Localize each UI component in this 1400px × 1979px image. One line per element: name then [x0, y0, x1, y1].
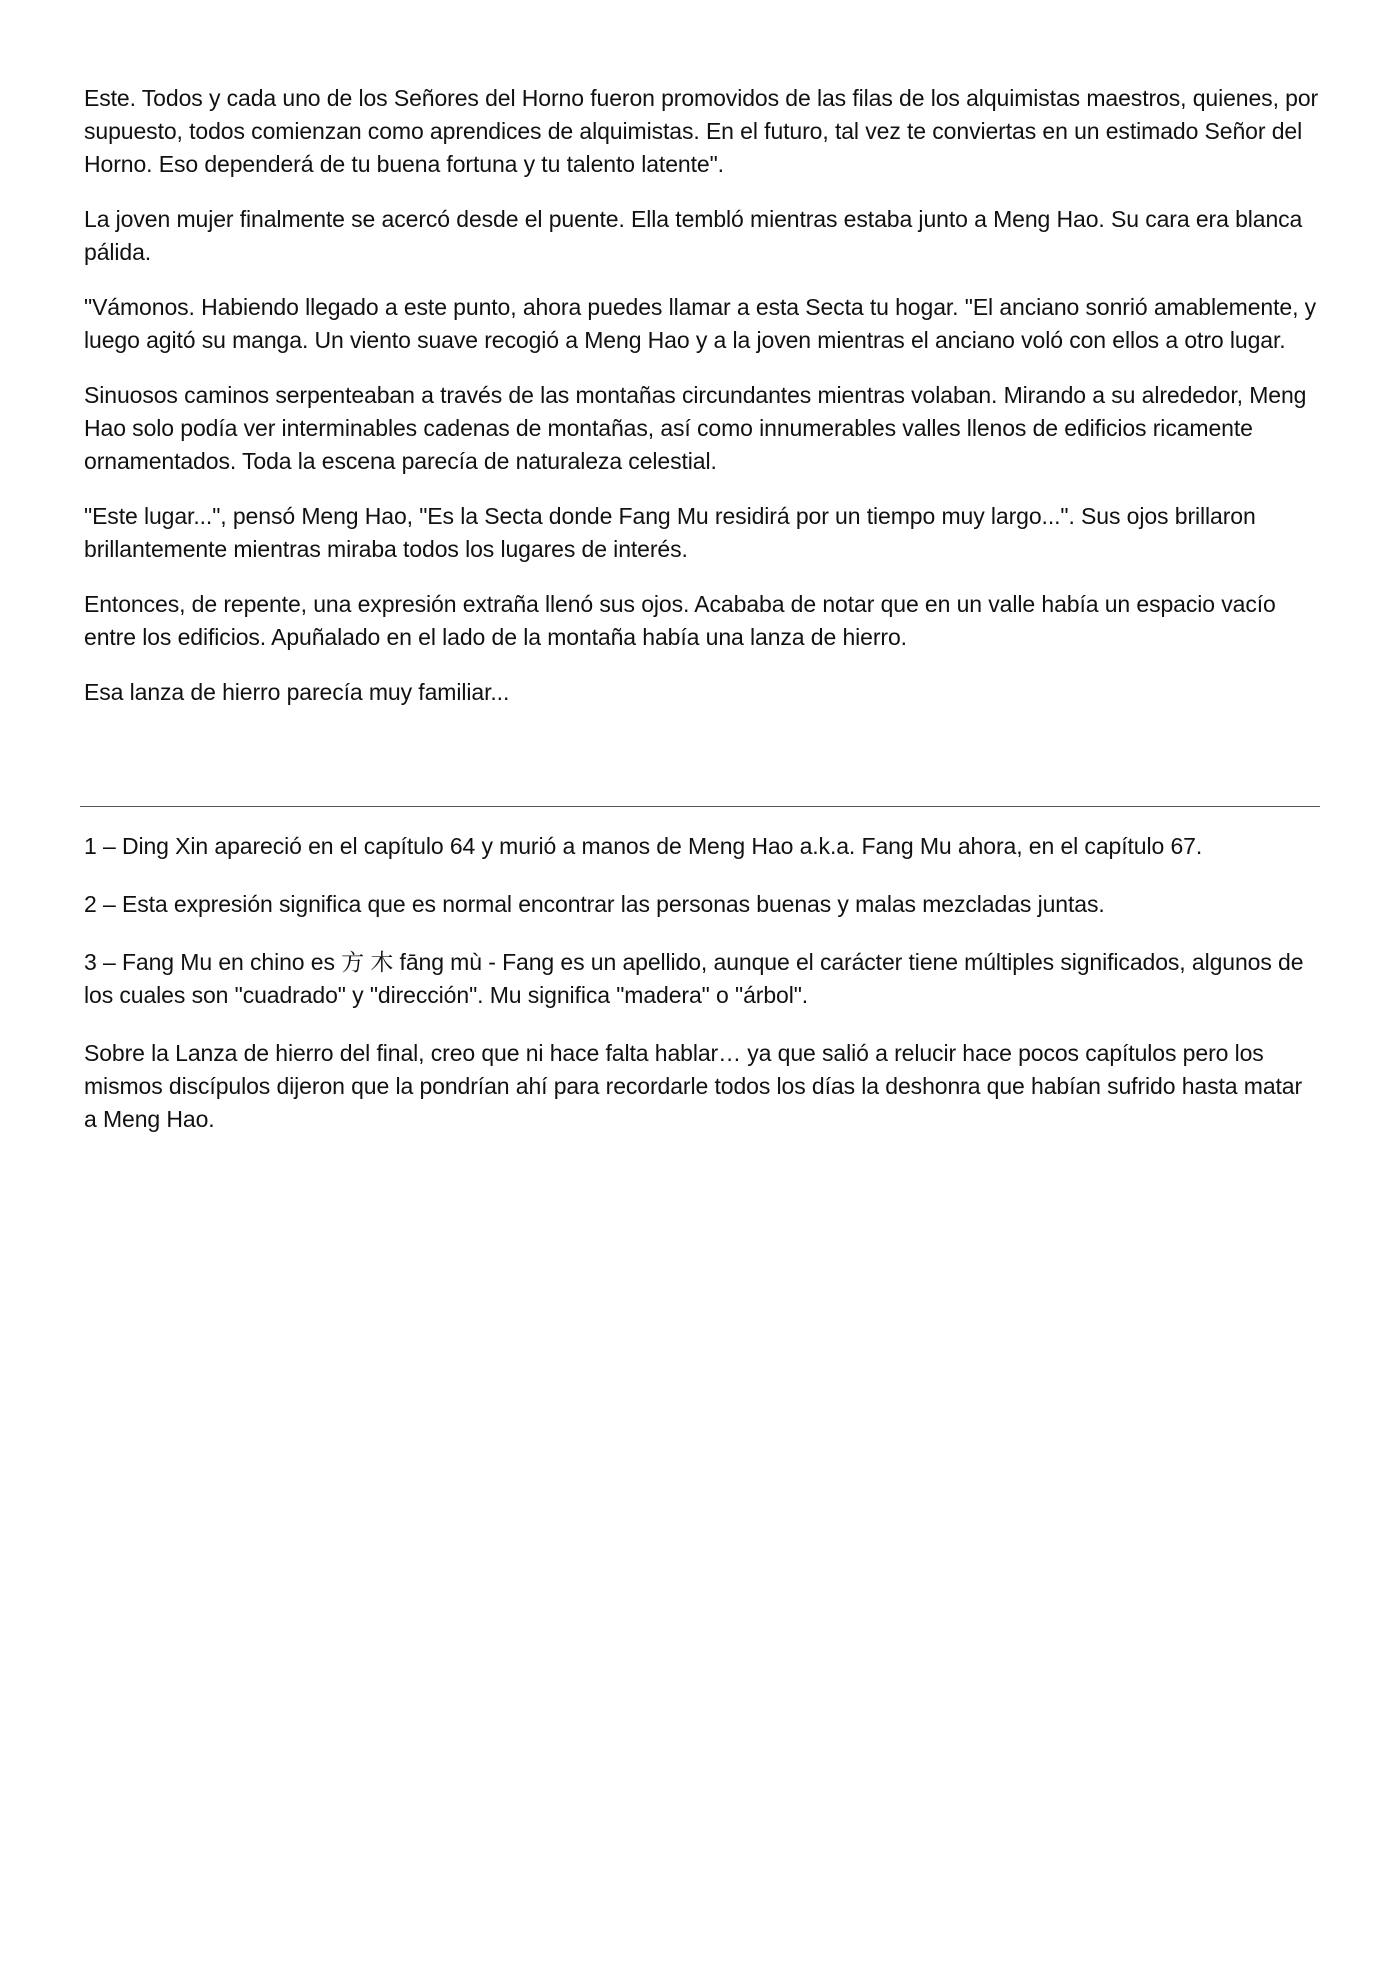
- paragraph: Sinuosos caminos serpenteaban a través de las montañas circundantes mientras volaban. Mirando a su alrededor, Meng Hao solo podía ver interminables cadenas de montañas, así como innumerables valles llenos de edificios ricamente ornamentados. Toda la escena parecía de naturaleza celestial.: [84, 382, 1307, 474]
- paragraph: La joven mujer finalmente se acercó desde el puente. Ella tembló mientras estaba junto a Meng Hao. Su cara era blanca pálida.: [84, 206, 1303, 265]
- footnote-3: 3 – Fang Mu en chino es 方 木 fāng mù - Fang es un apellido, aunque el carácter tiene múltiples significados, algunos de los cuales son "cuadrado" y "dirección". Mu significa "madera" o "árbol".: [84, 949, 1304, 1008]
- main-text: [84, 82, 1320, 709]
- footnote-2: 2 – Esta expresión significa que es normal encontrar las personas buenas y malas mezcladas juntas.: [84, 891, 1105, 917]
- paragraph: Entonces, de repente, una expresión extraña llenó sus ojos. Acababa de notar que en un valle había un espacio vacío entre los edificios. Apuñalado en el lado de la montaña había una lanza de hierro.: [84, 591, 1276, 650]
- paragraph: "Vámonos. Habiendo llegado a este punto, ahora puedes llamar a esta Secta tu hogar. "El anciano sonrió amablemente, y luego agitó su manga. Un viento suave recogió a Meng Hao y a la joven mientras el anciano voló con ellos a otro lugar.: [84, 294, 1317, 353]
- footnote-1: 1 – Ding Xin apareció en el capítulo 64 y murió a manos de Meng Hao a.k.a. Fang Mu ahora, en el capítulo 67.: [84, 833, 1203, 859]
- paragraph: Esa lanza de hierro parecía muy familiar...: [84, 679, 510, 705]
- paragraph: Este. Todos y cada uno de los Señores del Horno fueron promovidos de las filas de los alquimistas maestros, quienes, por supuesto, todos comienzan como aprendices de alquimistas. En el futuro, tal vez te conviertas en un estimado Señor del Horno. Eso dependerá de tu buena fortuna y tu talento latente".: [84, 85, 1319, 177]
- translator-note: Sobre la Lanza de hierro del final, creo que ni hace falta hablar… ya que salió a relucir hace pocos capítulos pero los mismos discípulos dijeron que la pondrían ahí para recordarle todos los días la deshonra que habían sufrido hasta matar a Meng Hao.: [84, 1040, 1303, 1132]
- footnotes: [84, 830, 1320, 1161]
- footnote-divider: [80, 806, 1320, 807]
- paragraph: "Este lugar...", pensó Meng Hao, "Es la Secta donde Fang Mu residirá por un tiempo muy largo...". Sus ojos brillaron brillantemente mientras miraba todos los lugares de interés.: [84, 503, 1256, 562]
